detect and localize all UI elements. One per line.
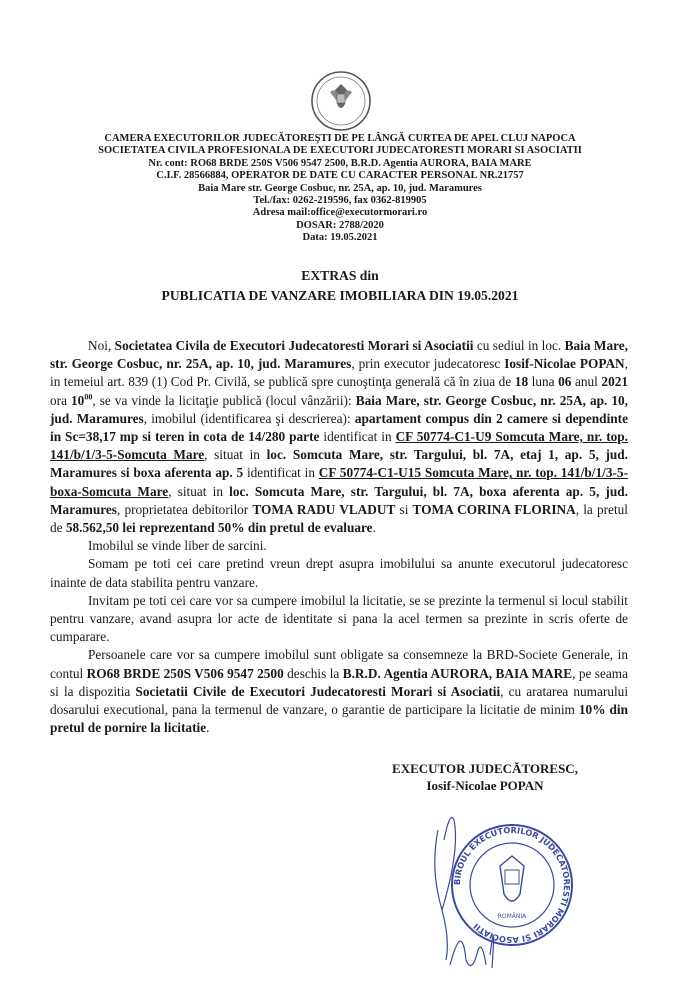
text-run: loc. Somcuta Mare, str. Targului, bl. 7A, etaj 1, ap. 5, jud. Maramures si boxa aferenta ap. 5 (50, 447, 628, 481)
text-run: , in temeiul art. 839 (1) Cod Pr. Civilă, se publică spre cunoştinţa generală că în ziua de (50, 356, 628, 390)
header-line-7: Adresa mail:office@executormorari.ro (252, 207, 428, 219)
header-line-2: SOCIETATEA CIVILA PROFESIONALA DE EXECUTORI JUDECATORESTI MORARI SI ASOCIATII (98, 145, 582, 157)
text-run: apartament compus din 2 camere si dependinte in Sc=38,17 mp si teren in cota de 14/280 parte (50, 410, 628, 445)
signature-role: EXECUTOR JUDECĂTORESC, (392, 761, 578, 776)
text-run: Baia Mare, str. George Cosbuc, nr. 25A, ap. 10, jud. Maramures (50, 338, 628, 372)
text-run: . (206, 720, 210, 736)
text-run: 58.562,50 lei reprezentand 50% din pretul de evaluare (65, 520, 373, 536)
text-run: CF 50774-C1-U15 Somcuta Mare, nr. top. 141/b/1/3-5-boxa-Somcuta Mare (50, 465, 628, 499)
text-run: anul (571, 374, 602, 390)
document-body (50, 337, 628, 737)
text-run: ora (50, 392, 72, 408)
text-run: Noi, (88, 338, 115, 353)
header-line-9: Data: 19.05.2021 (302, 232, 378, 244)
text-run: 10% din pretul de pornire la licitatie (50, 702, 628, 736)
text-run: , se va vinde la licitaţie publică (locul vânzării): (92, 392, 356, 408)
text-run: deschis la (283, 665, 343, 681)
text-run: , situat in (204, 447, 267, 463)
text-run: TOMA CORINA FLORINA (412, 501, 576, 517)
text-run: , situat in (168, 483, 230, 499)
text-run: cu sediul in loc. (473, 338, 565, 353)
header-line-3: Nr. cont: RO68 BRDE 250S V506 9547 2500, B.R.D. Agentia AURORA, BAIA MARE (148, 157, 532, 169)
text-run: 10 (71, 392, 85, 408)
text-run: , la pretul de (50, 501, 628, 536)
text-run: Societatea Civila de Executori Judecatoresti Morari si Asociatii (114, 338, 474, 353)
text-run: , proprietatea debitorilor (116, 501, 253, 517)
paragraph-guarantee (50, 646, 628, 737)
header-line-8: DOSAR: 2788/2020 (296, 219, 384, 231)
paragraph-sale-details (50, 337, 628, 537)
title-line-2: PUBLICATIA DE VANZARE IMOBILIARA DIN 19.05.2021 (161, 288, 519, 303)
text-run: Baia Mare, str. George Cosbuc, nr. 25A, ap. 10, jud. Maramures (50, 392, 628, 426)
text-run: Persoanele care vor sa cumpere imobilul sunt obligate sa consemneze la BRD-Societe Generale, in contul (50, 647, 628, 681)
letterhead (60, 133, 620, 245)
signature-block (380, 760, 590, 794)
paragraph-rights-notice: Somam pe toti cei care pretind vreun drept asupra imobilului sa anunte executorul judecatoresc inainte de data stabilita pentru vanzare. (50, 556, 628, 590)
stamp-outer-text: BIROUL EXECUTORILOR JUDECATORESTI MORARI SI ASOCIATII (451, 824, 573, 946)
text-run: identificat in (243, 465, 319, 481)
header-line-6: Tel./fax: 0262-219596, fax 0362-819905 (253, 195, 427, 207)
text-run: 06 (558, 374, 572, 390)
text-run: , pe seama si la dispozitia (50, 665, 629, 699)
signature-name: Iosif-Nicolae POPAN (426, 778, 544, 793)
paragraph-no-encumbrances: Imobilul se vinde liber de sarcini. (88, 538, 267, 554)
header-line-5: Baia Mare str. George Cosbuc, nr. 25A, ap. 10, jud. Maramures (198, 182, 482, 194)
text-run: , prin executor judecatoresc (351, 356, 505, 372)
official-stamp (420, 790, 590, 980)
text-run: CF 50774-C1-U9 Somcuta Mare, nr. top. 141/b/1/3-5-Somcuta Mare (50, 429, 628, 463)
text-run: , cu aratarea numarului dosarului executional, pana la termenul de vanzare, o garantie de participare la licitatie de minim (50, 683, 629, 718)
text-run: identificat in (319, 429, 396, 445)
text-run: 2021 (601, 374, 629, 390)
text-run: Iosif-Nicolae POPAN (504, 356, 625, 372)
stamp-inner-text: ROMÂNIA (497, 913, 527, 920)
text-run: luna (528, 374, 559, 390)
title-line-1: EXTRAS din (301, 268, 379, 283)
text-run: loc. Somcuta Mare, str. Targului, bl. 7A, boxa aferenta ap. 5, jud. Maramures (50, 483, 628, 517)
header-line-1: CAMERA EXECUTORILOR JUDECĂTOREŞTI DE PE LÂNGĂ CURTEA DE APEL CLUJ NAPOCA (104, 133, 576, 144)
text-run: TOMA RADU VLADUT (252, 501, 396, 517)
coat-of-arms-emblem (310, 70, 372, 132)
text-run: B.R.D. Agentia AURORA, BAIA MARE (342, 665, 573, 681)
text-run: si (395, 501, 413, 517)
text-run: 18 (514, 374, 529, 390)
text-run: 00 (84, 392, 93, 402)
paragraph-invitation: Invitam pe toti cei care vor sa cumpere imobilul la licitatie, se se prezinte la termenul si locul stabilit pentru vanzare, avand asupra lor acte de identitate si pana la acel termen sa prezinte in scris oferte de cumparare. (50, 592, 628, 645)
header-line-4: C.I.F. 28566884, OPERATOR DE DATE CU CARACTER PERSONAL NR.21757 (156, 170, 524, 182)
text-run: , imobilul (identificarea şi descrierea): (143, 410, 355, 426)
text-run: . (372, 520, 376, 536)
text-run: Societatii Civile de Executori Judecatoresti Morari si Asociatii (135, 683, 501, 699)
document-title (40, 266, 640, 306)
text-run: RO68 BRDE 250S V506 9547 2500 (86, 665, 284, 681)
